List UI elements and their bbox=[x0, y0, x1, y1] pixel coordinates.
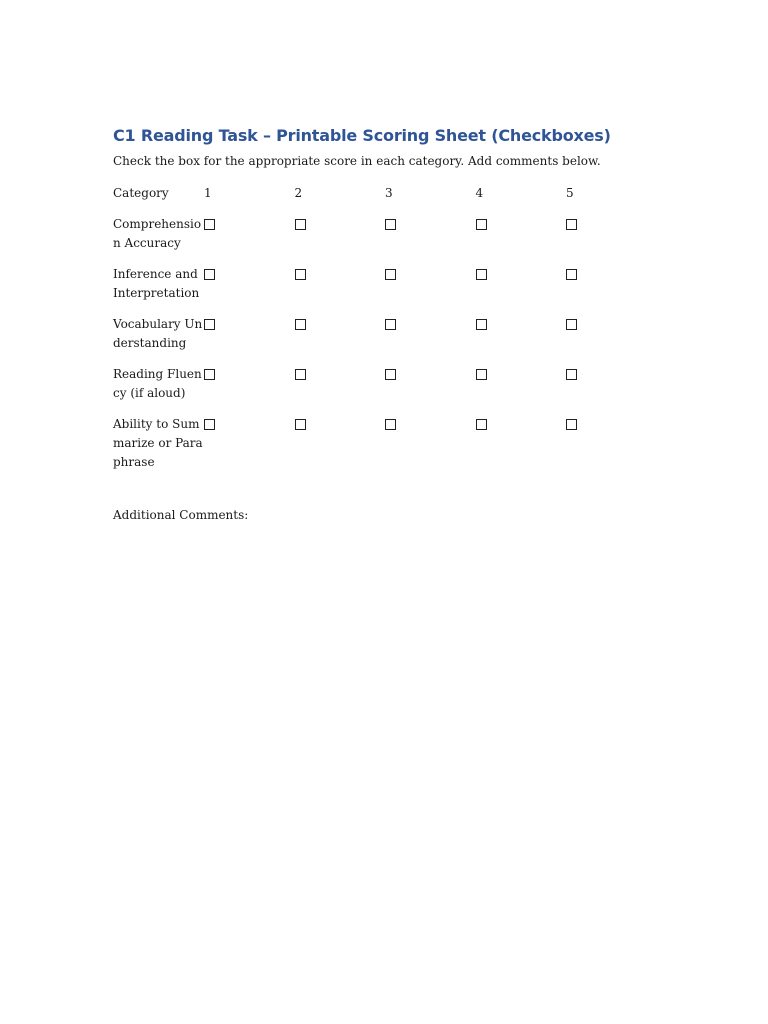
checkbox-vocabulary-2[interactable] bbox=[295, 319, 306, 330]
score-cell bbox=[295, 365, 386, 415]
checkbox-summarize-4[interactable] bbox=[476, 419, 487, 430]
score-cell bbox=[566, 415, 657, 484]
checkbox-fluency-2[interactable] bbox=[295, 369, 306, 380]
score-cell bbox=[204, 215, 295, 265]
checkbox-fluency-4[interactable] bbox=[476, 369, 487, 380]
checkbox-inference-2[interactable] bbox=[295, 269, 306, 280]
category-label: Comprehension Accuracy bbox=[113, 217, 202, 250]
checkbox-comprehension-2[interactable] bbox=[295, 219, 306, 230]
header-score-5: 5 bbox=[566, 186, 574, 200]
instructions-text: Check the box for the appropriate score in each category. Add comments below. bbox=[113, 154, 601, 168]
category-label: Reading Fluency (if aloud) bbox=[113, 367, 202, 400]
additional-comments-label: Additional Comments: bbox=[113, 508, 249, 522]
checkbox-summarize-1[interactable] bbox=[204, 419, 215, 430]
table-row bbox=[113, 365, 657, 415]
checkbox-inference-3[interactable] bbox=[385, 269, 396, 280]
scoring-table bbox=[113, 184, 657, 484]
checkbox-fluency-3[interactable] bbox=[385, 369, 396, 380]
checkbox-vocabulary-4[interactable] bbox=[476, 319, 487, 330]
score-cell bbox=[204, 315, 295, 365]
checkbox-vocabulary-1[interactable] bbox=[204, 319, 215, 330]
checkbox-summarize-5[interactable] bbox=[566, 419, 577, 430]
category-label: Ability to Summarize or Paraphrase bbox=[113, 417, 203, 469]
header-score-2: 2 bbox=[294, 186, 303, 200]
checkbox-fluency-5[interactable] bbox=[566, 369, 577, 380]
checkbox-inference-1[interactable] bbox=[204, 269, 215, 280]
document-title: C1 Reading Task – Printable Scoring Sheet (Checkboxes) bbox=[113, 126, 611, 145]
header-category: Category bbox=[113, 186, 169, 200]
scoring-sheet-page bbox=[113, 126, 653, 524]
header-score-1: 1 bbox=[204, 186, 212, 200]
score-cell bbox=[295, 415, 386, 484]
score-cell bbox=[566, 265, 657, 315]
score-cell bbox=[385, 315, 476, 365]
checkbox-comprehension-3[interactable] bbox=[385, 219, 396, 230]
checkbox-comprehension-1[interactable] bbox=[204, 219, 215, 230]
category-label: Inference and Interpretation bbox=[113, 267, 200, 300]
score-cell bbox=[295, 315, 386, 365]
table-row bbox=[113, 215, 657, 265]
score-cell bbox=[476, 365, 567, 415]
score-cell bbox=[204, 265, 295, 315]
score-cell bbox=[204, 415, 295, 484]
checkbox-inference-5[interactable] bbox=[566, 269, 577, 280]
table-row bbox=[113, 315, 657, 365]
category-label: Vocabulary Understanding bbox=[113, 317, 203, 350]
checkbox-fluency-1[interactable] bbox=[204, 369, 215, 380]
score-cell bbox=[476, 265, 567, 315]
score-cell bbox=[476, 215, 567, 265]
checkbox-comprehension-5[interactable] bbox=[566, 219, 577, 230]
score-cell bbox=[385, 365, 476, 415]
header-score-3: 3 bbox=[385, 186, 393, 200]
table-row bbox=[113, 415, 657, 484]
score-cell bbox=[566, 215, 657, 265]
header-score-4: 4 bbox=[475, 186, 484, 200]
checkbox-summarize-3[interactable] bbox=[385, 419, 396, 430]
checkbox-vocabulary-5[interactable] bbox=[566, 319, 577, 330]
checkbox-inference-4[interactable] bbox=[476, 269, 487, 280]
checkbox-summarize-2[interactable] bbox=[295, 419, 306, 430]
score-cell bbox=[385, 215, 476, 265]
score-cell bbox=[295, 215, 386, 265]
score-cell bbox=[295, 265, 386, 315]
checkbox-comprehension-4[interactable] bbox=[476, 219, 487, 230]
score-cell bbox=[476, 315, 567, 365]
score-cell bbox=[204, 365, 295, 415]
score-cell bbox=[476, 415, 567, 484]
score-cell bbox=[566, 365, 657, 415]
checkbox-vocabulary-3[interactable] bbox=[385, 319, 396, 330]
table-header-row bbox=[113, 184, 657, 215]
score-cell bbox=[385, 415, 476, 484]
score-cell bbox=[566, 315, 657, 365]
table-row bbox=[113, 265, 657, 315]
score-cell bbox=[385, 265, 476, 315]
